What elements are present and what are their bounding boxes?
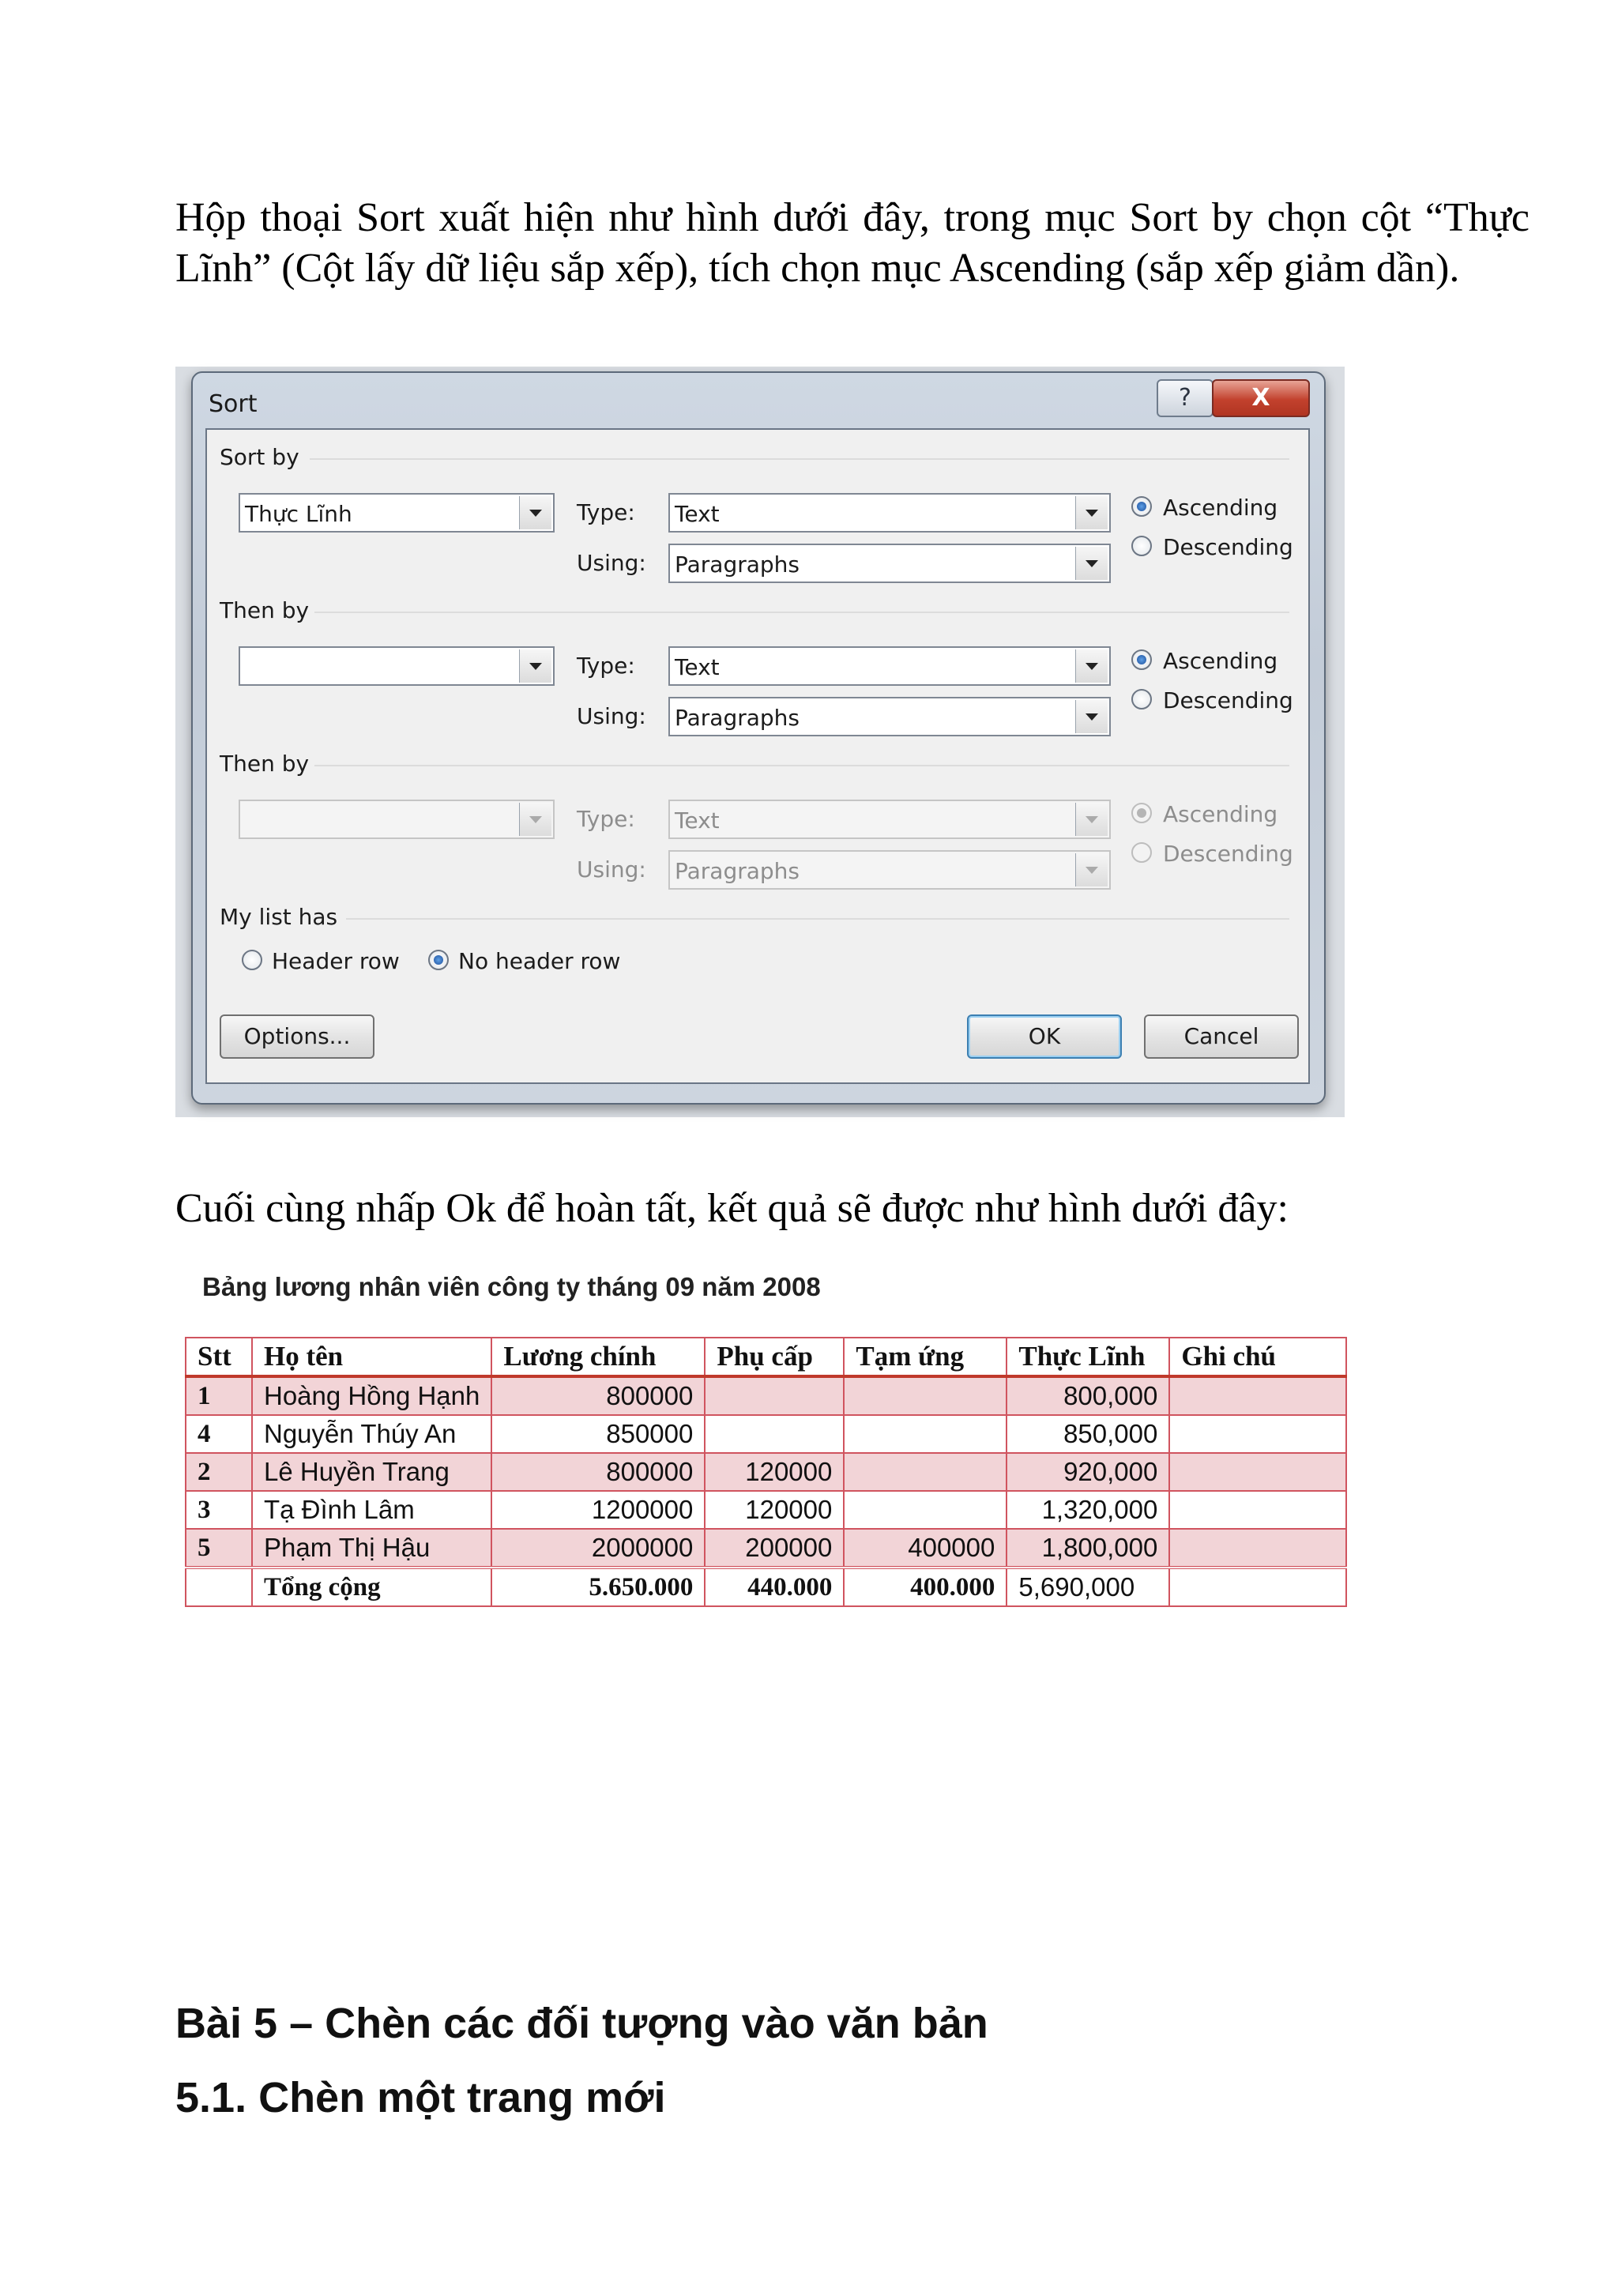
group-divider (314, 612, 1289, 613)
table-cell (1169, 1376, 1346, 1415)
then-by-descending-radio[interactable] (1131, 689, 1152, 710)
descending-label: Descending (1163, 841, 1293, 867)
table-cell: 1 (186, 1376, 252, 1415)
sort-by-type-select[interactable] (668, 493, 1111, 533)
table-cell: 2 (186, 1453, 252, 1491)
table-cell: 1,320,000 (1007, 1491, 1169, 1529)
column-header: Lương chính (491, 1338, 705, 1376)
select-value: Paragraphs (675, 858, 800, 884)
type-label: Type: (577, 499, 635, 525)
descending-label[interactable]: Descending (1163, 687, 1293, 713)
table-cell (844, 1491, 1007, 1529)
close-button[interactable]: X (1212, 379, 1310, 417)
chevron-down-icon (519, 803, 551, 836)
then-by-column-select[interactable] (239, 646, 555, 686)
result-paragraph: Cuối cùng nhấp Ok để hoàn tất, kết quả sẽ được như hình dưới đây: (175, 1186, 1289, 1231)
then-by-using-select[interactable] (668, 697, 1111, 736)
chevron-down-icon (1075, 853, 1108, 886)
then-by-2-ascending-radio (1131, 803, 1152, 823)
select-value: Paragraphs (675, 551, 800, 578)
sort-by-ascending-radio[interactable] (1131, 496, 1152, 517)
table-cell: 5.650.000 (491, 1568, 705, 1606)
column-header: Ghi chú (1169, 1338, 1346, 1376)
then-by-2-using-select (668, 850, 1111, 890)
sort-dialog (191, 371, 1326, 1105)
table-cell: Hoàng Hồng Hạnh (252, 1376, 491, 1415)
table-total-row (186, 1568, 1346, 1606)
dialog-client-area (205, 428, 1310, 1084)
then-by-heading: Then by (220, 597, 310, 623)
then-by-2-type-select (668, 800, 1111, 839)
table-cell (844, 1415, 1007, 1453)
sort-by-descending-radio[interactable] (1131, 536, 1152, 556)
group-divider (314, 765, 1289, 766)
table-cell: 800,000 (1007, 1376, 1169, 1415)
table-cell: 200000 (705, 1529, 844, 1568)
table-cell: 5 (186, 1529, 252, 1568)
table-cell: 2000000 (491, 1529, 705, 1568)
table-cell: 4 (186, 1415, 252, 1453)
table-cell: Tổng cộng (252, 1568, 491, 1606)
ok-button[interactable]: OK (967, 1014, 1122, 1059)
ascending-label[interactable]: Ascending (1163, 648, 1278, 674)
table-cell (705, 1376, 844, 1415)
using-label: Using: (577, 550, 646, 576)
chevron-down-icon[interactable] (519, 496, 551, 529)
table-cell: 3 (186, 1491, 252, 1529)
table-row (186, 1376, 1346, 1415)
column-header: Thực Lĩnh (1007, 1338, 1169, 1376)
table-cell (1169, 1415, 1346, 1453)
then-by-2-descending-radio (1131, 842, 1152, 863)
sort-by-heading: Sort by (220, 444, 299, 470)
table-cell: 800000 (491, 1376, 705, 1415)
table-cell (844, 1376, 1007, 1415)
help-button[interactable]: ? (1157, 379, 1214, 417)
table-cell: 920,000 (1007, 1453, 1169, 1491)
chevron-down-icon[interactable] (1075, 496, 1108, 529)
table-cell (705, 1415, 844, 1453)
table-cell: 400000 (844, 1529, 1007, 1568)
table-cell: 120000 (705, 1453, 844, 1491)
chevron-down-icon[interactable] (1075, 649, 1108, 683)
table-row (186, 1415, 1346, 1453)
table-cell: 1200000 (491, 1491, 705, 1529)
table-cell: Lê Huyền Trang (252, 1453, 491, 1491)
table-row (186, 1529, 1346, 1568)
column-header: Phụ cấp (705, 1338, 844, 1376)
table-cell: 850000 (491, 1415, 705, 1453)
select-value: Paragraphs (675, 705, 800, 731)
table-cell (1169, 1529, 1346, 1568)
select-value: Text (675, 501, 720, 527)
options-button[interactable]: Options... (220, 1014, 374, 1059)
ascending-label: Ascending (1163, 801, 1278, 827)
salary-table (185, 1337, 1347, 1607)
chevron-down-icon (1075, 803, 1108, 836)
dialog-title: Sort (209, 390, 258, 418)
column-header: Họ tên (252, 1338, 491, 1376)
table-row (186, 1491, 1346, 1529)
table-cell: 440.000 (705, 1568, 844, 1606)
chevron-down-icon[interactable] (1075, 547, 1108, 580)
table-cell (1169, 1568, 1346, 1606)
group-divider (346, 918, 1289, 920)
sort-by-using-select[interactable] (668, 544, 1111, 583)
sort-dialog-screenshot (175, 367, 1345, 1117)
select-value: Thực Lĩnh (245, 501, 352, 527)
cancel-button[interactable]: Cancel (1144, 1014, 1299, 1059)
table-cell: 5,690,000 (1007, 1568, 1169, 1606)
salary-table-title: Bảng lương nhân viên công ty tháng 09 năm 2008 (202, 1272, 821, 1301)
no-header-row-label[interactable]: No header row (458, 948, 621, 974)
ascending-label[interactable]: Ascending (1163, 495, 1278, 521)
sort-by-column-select[interactable] (239, 493, 555, 533)
header-row-label[interactable]: Header row (272, 948, 400, 974)
table-cell: Nguyễn Thúy An (252, 1415, 491, 1453)
using-label: Using: (577, 703, 646, 729)
select-value: Text (675, 807, 720, 834)
list-has-heading: My list has (220, 904, 338, 930)
then-by-2-column-select (239, 800, 555, 839)
table-cell (844, 1453, 1007, 1491)
type-label: Type: (577, 806, 635, 832)
table-cell (186, 1568, 252, 1606)
type-label: Type: (577, 653, 635, 679)
lesson-heading: Bài 5 – Chèn các đối tượng vào văn bản (175, 2000, 988, 2047)
table-cell: 850,000 (1007, 1415, 1169, 1453)
table-cell: 1,800,000 (1007, 1529, 1169, 1568)
group-divider (310, 458, 1289, 460)
table-cell (1169, 1453, 1346, 1491)
table-cell (1169, 1491, 1346, 1529)
table-cell: 400.000 (844, 1568, 1007, 1606)
chevron-down-icon[interactable] (519, 649, 551, 683)
table-header-row (186, 1338, 1346, 1376)
column-header: Stt (186, 1338, 252, 1376)
select-value: Text (675, 654, 720, 680)
then-by-ascending-radio[interactable] (1131, 649, 1152, 670)
then-by-type-select[interactable] (668, 646, 1111, 686)
then-by-2-heading: Then by (220, 751, 310, 777)
descending-label[interactable]: Descending (1163, 534, 1293, 560)
using-label: Using: (577, 856, 646, 883)
table-cell: 120000 (705, 1491, 844, 1529)
chevron-down-icon[interactable] (1075, 700, 1108, 733)
no-header-row-radio[interactable] (428, 950, 449, 970)
table-cell: 800000 (491, 1453, 705, 1491)
table-cell: Tạ Đình Lâm (252, 1491, 491, 1529)
column-header: Tạm ứng (844, 1338, 1007, 1376)
header-row-radio[interactable] (242, 950, 262, 970)
table-cell: Phạm Thị Hậu (252, 1529, 491, 1568)
intro-paragraph: Hộp thoại Sort xuất hiện như hình dưới đây, trong mục Sort by chọn cột “Thực Lĩnh” (Cột lấy dữ liệu sắp xếp), tích chọn mục Ascending (sắp xếp giảm dần). (175, 195, 1530, 291)
table-row (186, 1453, 1346, 1491)
section-heading: 5.1. Chèn một trang mới (175, 2074, 666, 2121)
